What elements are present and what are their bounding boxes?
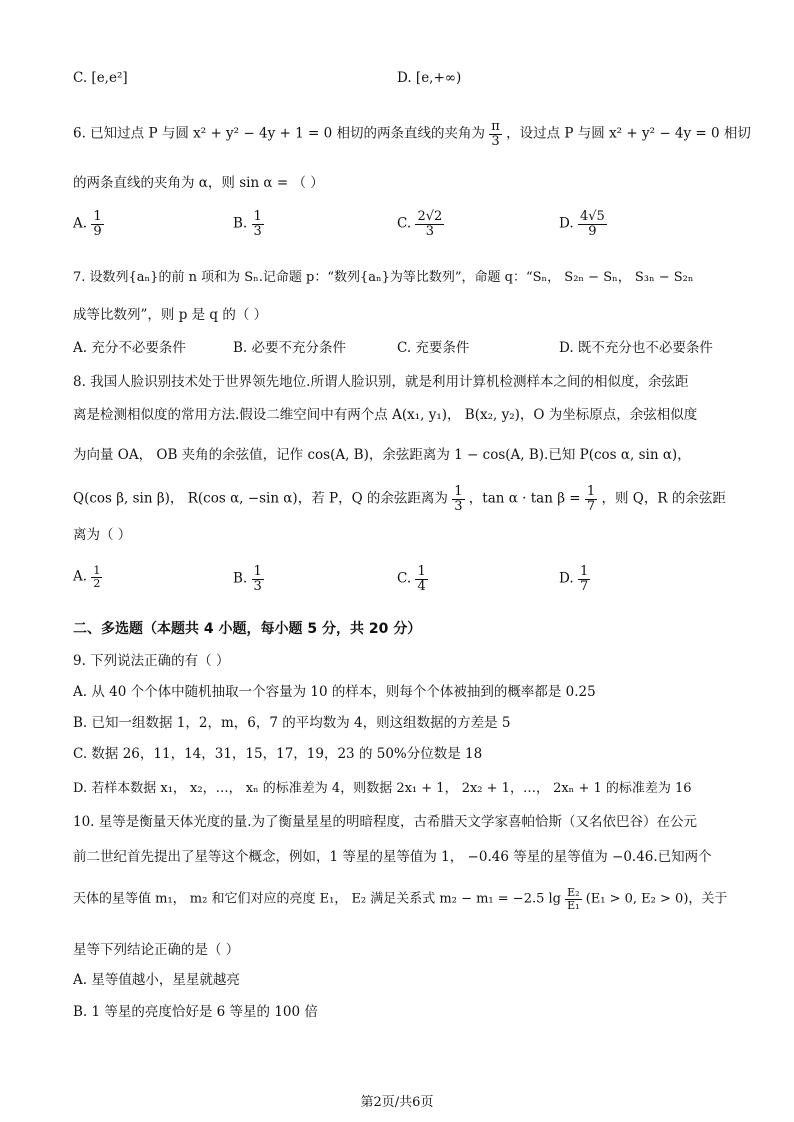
q8-option-c-fraction	[415, 565, 427, 593]
fraction-num: 1	[417, 564, 426, 579]
q7-option-d: D. 既不充分也不必要条件	[559, 340, 713, 356]
q9-option-a: A. 从 40 个个体中随机抽取一个容量为 10 的样本，则每个个体被抽到的概率都是 0.25	[73, 684, 596, 700]
q6-option-b-label: B.	[233, 215, 248, 232]
q6-stem-text-a: 6. 已知过点 P 与圆 x² + y² − 4y + 1 = 0 相切的两条直线的夹角为	[73, 125, 485, 142]
q8-stem-line3: 为向量 OA， OB 夹角的余弦值，记作 cos(A, B)，余弦距离为 1 − cos(A, B).已知 P(cos α, sin α)，	[73, 447, 691, 463]
q6-fraction-num: π	[491, 119, 500, 134]
fraction-num: 1	[579, 564, 589, 579]
q10-option-b: B. 1 等星的亮度恰好是 6 等星的 100 倍	[73, 1004, 318, 1020]
q8-option-a-label: A.	[73, 568, 88, 585]
q7-stem-line2: 成等比数列”，则 p 是 q 的（ ）	[73, 307, 268, 323]
q6-option-d-label: D.	[559, 215, 574, 232]
q7-stem-line1: 7. 设数列{aₙ}的前 n 项和为 Sₙ.记命题 p：“数列{aₙ}为等比数列”，命题 q：“Sₙ， S₂ₙ − Sₙ， S₃ₙ − S₂ₙ	[73, 270, 694, 285]
section-heading: 二、多选题（本题共 4 小题，每小题 5 分，共 20 分）	[73, 621, 422, 637]
q10-stem-text-a: 天体的星等值 m₁， m₂ 和它们对应的亮度 E₁， E₂ 满足关系式 m₂ − m₁ = −2.5 lg	[73, 891, 561, 907]
q9-option-b: B. 已知一组数据 1，2，m，6，7 的平均数为 4，则这组数据的方差是 5	[73, 715, 511, 731]
q6-stem-line2: 的两条直线的夹角为 α，则 sin α = （ ）	[73, 175, 324, 191]
q8-option-c	[397, 565, 428, 593]
q8-distance-fraction	[452, 485, 464, 513]
q8-stem-line4	[73, 485, 726, 513]
q6-angle-fraction	[489, 120, 502, 148]
fraction-num: 1	[93, 564, 101, 577]
page-number: 第2页/共6页	[360, 1095, 434, 1110]
fraction-den: 7	[586, 498, 596, 514]
q10-option-a: A. 星等值越小，星星就越亮	[73, 972, 240, 988]
q9-option-d: D. 若样本数据 x₁， x₂，…， xₙ 的标准差为 4，则数据 2x₁ + 1， 2x₂ + 1，…， 2xₙ + 1 的标准差为 16	[73, 781, 692, 796]
q6-option-d-fraction	[578, 210, 607, 238]
q7-option-c: C. 充要条件	[397, 340, 470, 356]
q6-fraction-den: 3	[491, 133, 500, 149]
fraction-den: 9	[588, 223, 597, 239]
q5-option-c: C. [e,e²]	[73, 70, 128, 86]
q8-option-d-fraction	[578, 565, 590, 593]
q9-stem: 9. 下列说法正确的有（ ）	[73, 653, 230, 669]
q6-option-d	[559, 210, 607, 238]
q8-option-b	[233, 565, 264, 593]
q6-option-c-label: C.	[397, 215, 412, 232]
q5-option-d: D. [e,+∞)	[397, 70, 462, 86]
fraction-num: 1	[93, 209, 102, 224]
q8-stem-text-a: Q(cos β, sin β)， R(cos α, −sin α)，若 P，Q 的余弦距离为	[73, 490, 448, 507]
fraction-den: E₁	[567, 898, 580, 912]
q6-option-b-fraction	[252, 210, 264, 238]
q8-stem-text-b: ，tan α · tan β =	[468, 490, 581, 507]
fraction-den: 3	[454, 498, 463, 514]
fraction-num: 1	[253, 564, 262, 579]
q8-stem-text-c: ，则 Q，R 的余弦距	[601, 490, 726, 507]
fraction-num: 1	[454, 484, 463, 499]
q6-stem-text-b: ，设过点 P 与圆 x² + y² − 4y = 0 相切	[506, 125, 751, 142]
q8-stem-line5: 离为（ ）	[73, 527, 132, 543]
q6-option-c	[397, 210, 444, 238]
q8-tan-fraction	[585, 485, 597, 513]
q8-stem-line1: 8. 我国人脸识别技术处于世界领先地位.所谓人脸识别，就是利用计算机检测样本之间的相似度，余弦距	[73, 374, 689, 390]
q6-option-a-label: A.	[73, 215, 88, 232]
q8-option-d	[559, 565, 590, 593]
fraction-den: 9	[93, 223, 102, 239]
fraction-den: 3	[253, 223, 262, 239]
q7-option-b: B. 必要不充分条件	[233, 340, 347, 356]
q8-option-d-label: D.	[559, 570, 574, 587]
fraction-num: 4√5	[579, 209, 605, 224]
q6-option-a	[73, 210, 104, 238]
q6-stem-line1	[73, 120, 751, 148]
fraction-den: 7	[579, 578, 589, 594]
q6-option-b	[233, 210, 264, 238]
q8-stem-line2: 离是检测相似度的常用方法.假设二维空间中有两个点 A(x₁, y₁)， B(x₂, y₂)，O 为坐标原点，余弦相似度	[73, 407, 698, 423]
q10-brightness-fraction	[565, 887, 581, 911]
q8-option-a-fraction	[91, 565, 102, 589]
fraction-num: 1	[253, 209, 262, 224]
q8-option-a	[73, 565, 102, 589]
q10-stem-line4: 星等下列结论正确的是（ ）	[73, 942, 240, 958]
q10-stem-line2: 前二世纪首先提出了星等这个概念，例如，1 等星的星等值为 1， −0.46 等星的星等值为 −0.46.已知两个	[73, 849, 712, 865]
fraction-den: 2	[93, 576, 101, 590]
q7-option-a: A. 充分不必要条件	[73, 340, 186, 356]
q8-option-b-fraction	[252, 565, 264, 593]
q6-option-a-fraction	[91, 210, 103, 238]
q8-option-c-label: C.	[397, 570, 412, 587]
q10-stem-line1: 10. 星等是衡量天体光度的量.为了衡量星星的明暗程度，古希腊天文学家喜帕恰斯（又名依巴谷）在公元	[73, 814, 698, 830]
q10-stem-text-b: (E₁ > 0, E₂ > 0)，关于	[585, 891, 728, 907]
fraction-den: 4	[417, 578, 426, 594]
fraction-num: E₂	[567, 886, 580, 899]
q10-stem-line3	[73, 887, 727, 911]
q8-option-b-label: B.	[233, 570, 248, 587]
q9-option-c: C. 数据 26，11，14，31，15，17，19，23 的 50%分位数是 18	[73, 746, 483, 762]
fraction-num: 2√2	[417, 209, 443, 224]
q6-option-c-fraction	[415, 210, 444, 238]
fraction-den: 3	[425, 223, 434, 239]
fraction-num: 1	[586, 484, 596, 499]
fraction-den: 3	[253, 578, 262, 594]
